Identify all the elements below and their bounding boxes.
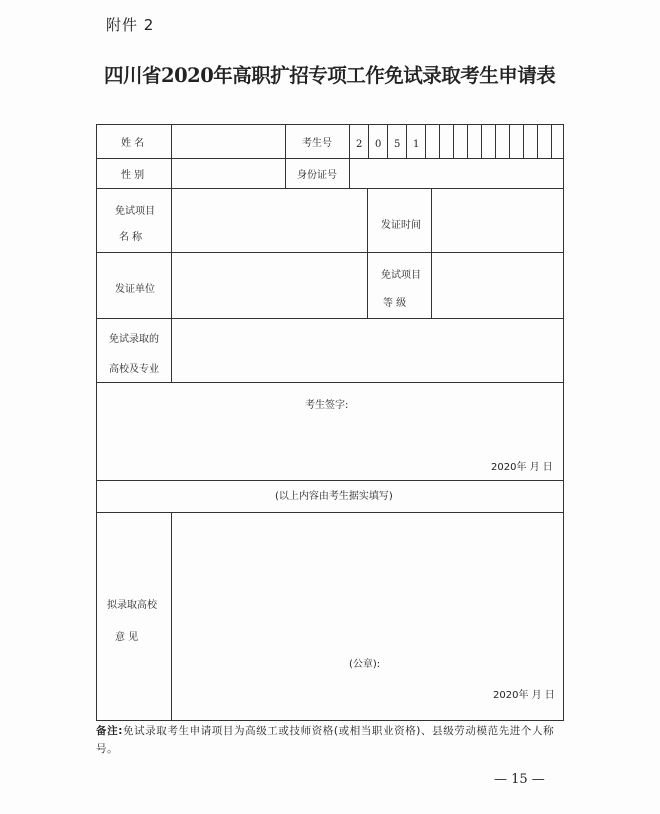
school-opinion-field[interactable]	[173, 514, 561, 719]
exam-no-digit: 0	[375, 139, 382, 150]
application-form-table	[96, 124, 564, 721]
row-divider	[97, 512, 563, 513]
col-divider	[431, 188, 432, 318]
name-label: 姓 名	[121, 138, 145, 149]
applicant-date: 2020年 月 日	[491, 462, 553, 473]
issuer-field[interactable]	[173, 254, 365, 317]
school-opinion-label-2: 意 见	[115, 632, 139, 643]
gender-field[interactable]	[173, 160, 283, 187]
exempt-item-name-label: 免试项目	[115, 206, 155, 217]
fill-note: (以上内容由考生据实填写)	[275, 491, 393, 502]
school-date: 2020年 月 日	[493, 690, 555, 701]
exempt-item-name-label-2: 名 称	[119, 232, 143, 243]
col-divider	[171, 125, 172, 382]
digit-box-line	[406, 125, 407, 158]
exempt-item-level-field[interactable]	[433, 254, 561, 317]
row-divider	[97, 252, 563, 253]
id-no-label: 身份证号	[297, 170, 337, 181]
page-number: — 15 —	[494, 772, 545, 787]
id-no-field[interactable]	[351, 160, 561, 187]
col-divider	[349, 125, 350, 188]
exempt-item-level-label: 免试项目	[381, 270, 421, 281]
row-divider	[97, 318, 563, 319]
col-divider	[285, 125, 286, 188]
exam-no-digit: 2	[356, 139, 363, 150]
exempt-item-level-label-2: 等 级	[383, 298, 407, 309]
form-title: 四川省2020年高职扩招专项工作免试录取考生申请表	[104, 64, 556, 87]
issue-time-field[interactable]	[433, 190, 561, 251]
col-divider	[171, 512, 172, 720]
name-field[interactable]	[173, 127, 283, 157]
attachment-label: 附件 2	[106, 16, 155, 34]
admission-school-label: 免试录取的	[109, 334, 159, 345]
digit-box-line	[387, 125, 388, 158]
digit-box-line	[368, 125, 369, 158]
admission-school-field[interactable]	[173, 320, 561, 381]
seal-label: (公章):	[349, 659, 381, 670]
exam-no-digit: 5	[394, 139, 401, 150]
footnote	[96, 722, 566, 758]
row-divider	[97, 480, 563, 481]
gender-label: 性 别	[121, 170, 145, 181]
exempt-item-name-field[interactable]	[173, 190, 365, 251]
school-opinion-label: 拟录取高校	[107, 600, 157, 611]
issuer-label: 发证单位	[115, 284, 155, 295]
footnote-label: 备注:	[96, 725, 123, 737]
row-divider	[97, 158, 563, 159]
admission-school-label-2: 高校及专业	[109, 364, 159, 375]
issue-time-label: 发证时间	[381, 220, 421, 231]
applicant-signature-label: 考生签字:	[305, 400, 349, 411]
row-divider	[97, 188, 563, 189]
col-divider	[367, 188, 368, 318]
footnote-text: 免试录取考生申请项目为高级工或技师资格(或相当职业资格)、县级劳动模范先进个人称号。	[96, 725, 555, 755]
row-divider	[97, 382, 563, 383]
exam-no-digit: 1	[413, 139, 420, 150]
exam-no-label: 考生号	[302, 138, 332, 149]
exam-no-field[interactable]	[426, 127, 562, 157]
